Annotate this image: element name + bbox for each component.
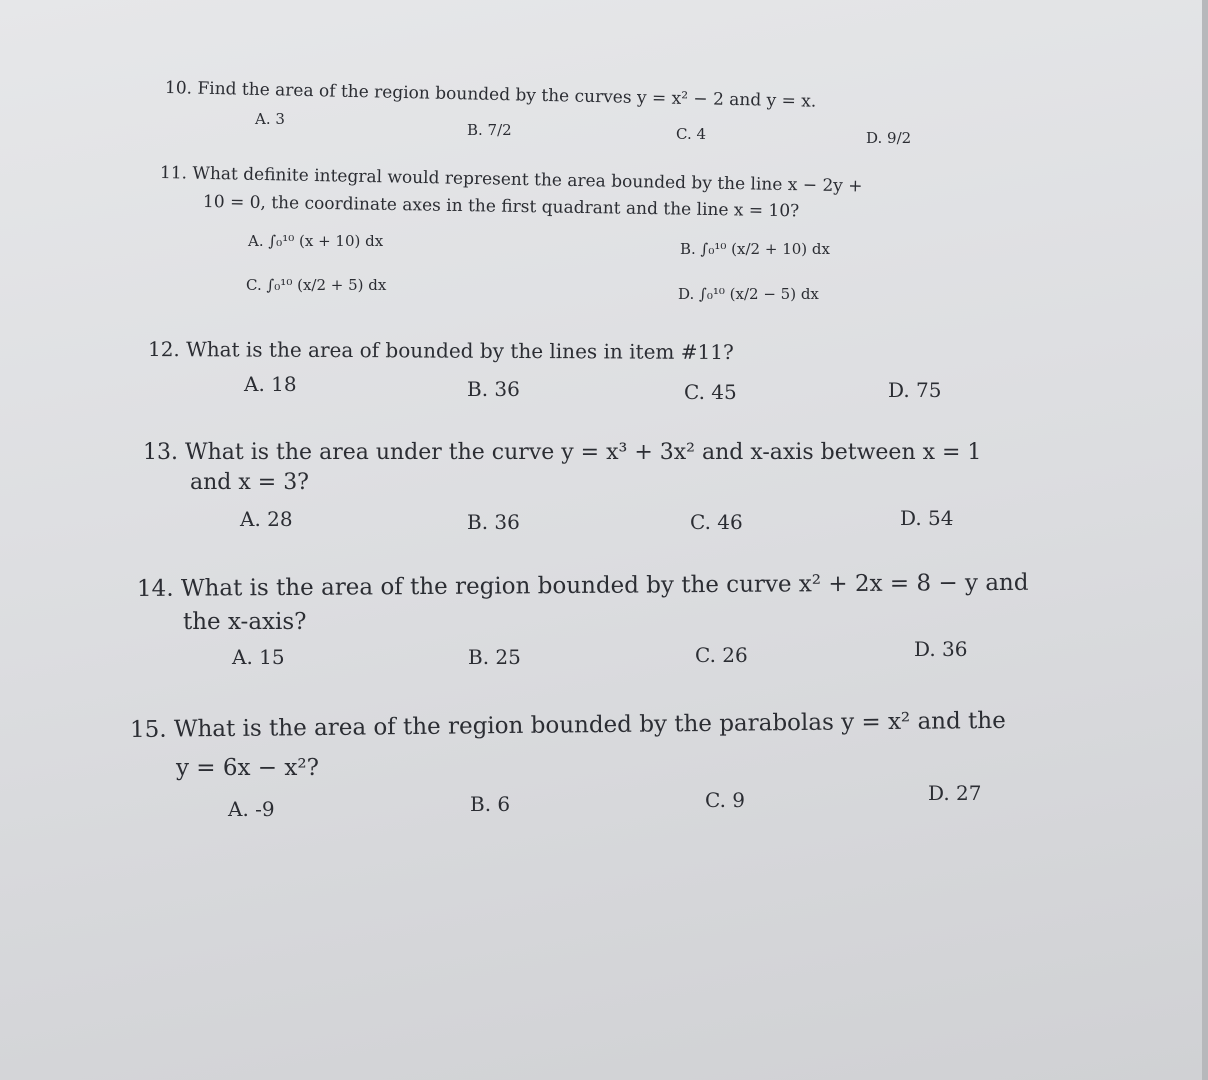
option-c: C. 45 — [684, 380, 737, 404]
question-number: 14. — [136, 575, 174, 602]
question-14-text — [137, 570, 1029, 602]
question-number: 15. — [129, 716, 167, 743]
question-number: 11. — [159, 163, 188, 184]
question-number: 12. — [147, 337, 180, 362]
option-c: C. ∫₀¹⁰ (x/2 + 5) dx — [246, 276, 387, 294]
option-a: A. -9 — [228, 797, 275, 821]
option-b: B. 6 — [470, 792, 511, 816]
option-d: D. 9/2 — [866, 129, 912, 147]
option-d: D. ∫₀¹⁰ (x/2 − 5) dx — [678, 285, 819, 303]
question-15-text — [130, 708, 1006, 743]
option-a: A. 3 — [255, 110, 285, 128]
question-number: 10. — [164, 78, 193, 99]
question-line: and x = 3? — [190, 470, 309, 495]
question-line: 10 = 0, the coordinate axes in the first quadrant and the line x = 10? — [202, 192, 800, 222]
question-12-text — [148, 337, 734, 364]
page-edge — [1202, 0, 1208, 1080]
question-line: the x-axis? — [183, 609, 307, 635]
option-c: C. 4 — [676, 125, 707, 143]
option-a: A. 15 — [232, 645, 285, 669]
option-d: D. 36 — [914, 637, 968, 661]
option-d: D. 27 — [928, 781, 982, 805]
question-line: Find the area of the region bounded by the curves y = x² − 2 and y = x. — [197, 78, 817, 112]
option-a: A. 28 — [240, 507, 293, 531]
question-line: What is the area under the curve y = x³ + 3x² and x-axis between x = 1 — [185, 440, 982, 465]
question-line: What is the area of the region bounded by the parabolas y = x² and the — [173, 707, 1006, 743]
option-b: B. ∫₀¹⁰ (x/2 + 10) dx — [680, 240, 830, 258]
question-line: What is the area of bounded by the lines in item #11? — [186, 337, 734, 365]
question-11-text — [160, 163, 863, 196]
option-d: D. 54 — [900, 506, 954, 530]
option-a: A. ∫₀¹⁰ (x + 10) dx — [248, 232, 384, 250]
option-a: A. 18 — [244, 372, 297, 396]
question-line: What is the area of the region bounded by the curve x² + 2x = 8 − y and — [180, 569, 1029, 602]
option-c: C. 26 — [695, 643, 748, 667]
question-number: 13. — [143, 440, 178, 465]
option-b: B. 7/2 — [467, 121, 512, 139]
option-c: C. 46 — [690, 510, 743, 534]
option-b: B. 36 — [467, 377, 520, 401]
option-b: B. 36 — [467, 510, 520, 534]
question-line: y = 6x − x²? — [176, 755, 319, 781]
question-13-text — [143, 440, 981, 465]
option-d: D. 75 — [888, 378, 942, 402]
question-line: What definite integral would represent the area bounded by the line x − 2y + — [192, 163, 863, 197]
option-c: C. 9 — [705, 788, 746, 812]
question-10-text — [165, 78, 817, 112]
option-b: B. 25 — [468, 645, 521, 669]
